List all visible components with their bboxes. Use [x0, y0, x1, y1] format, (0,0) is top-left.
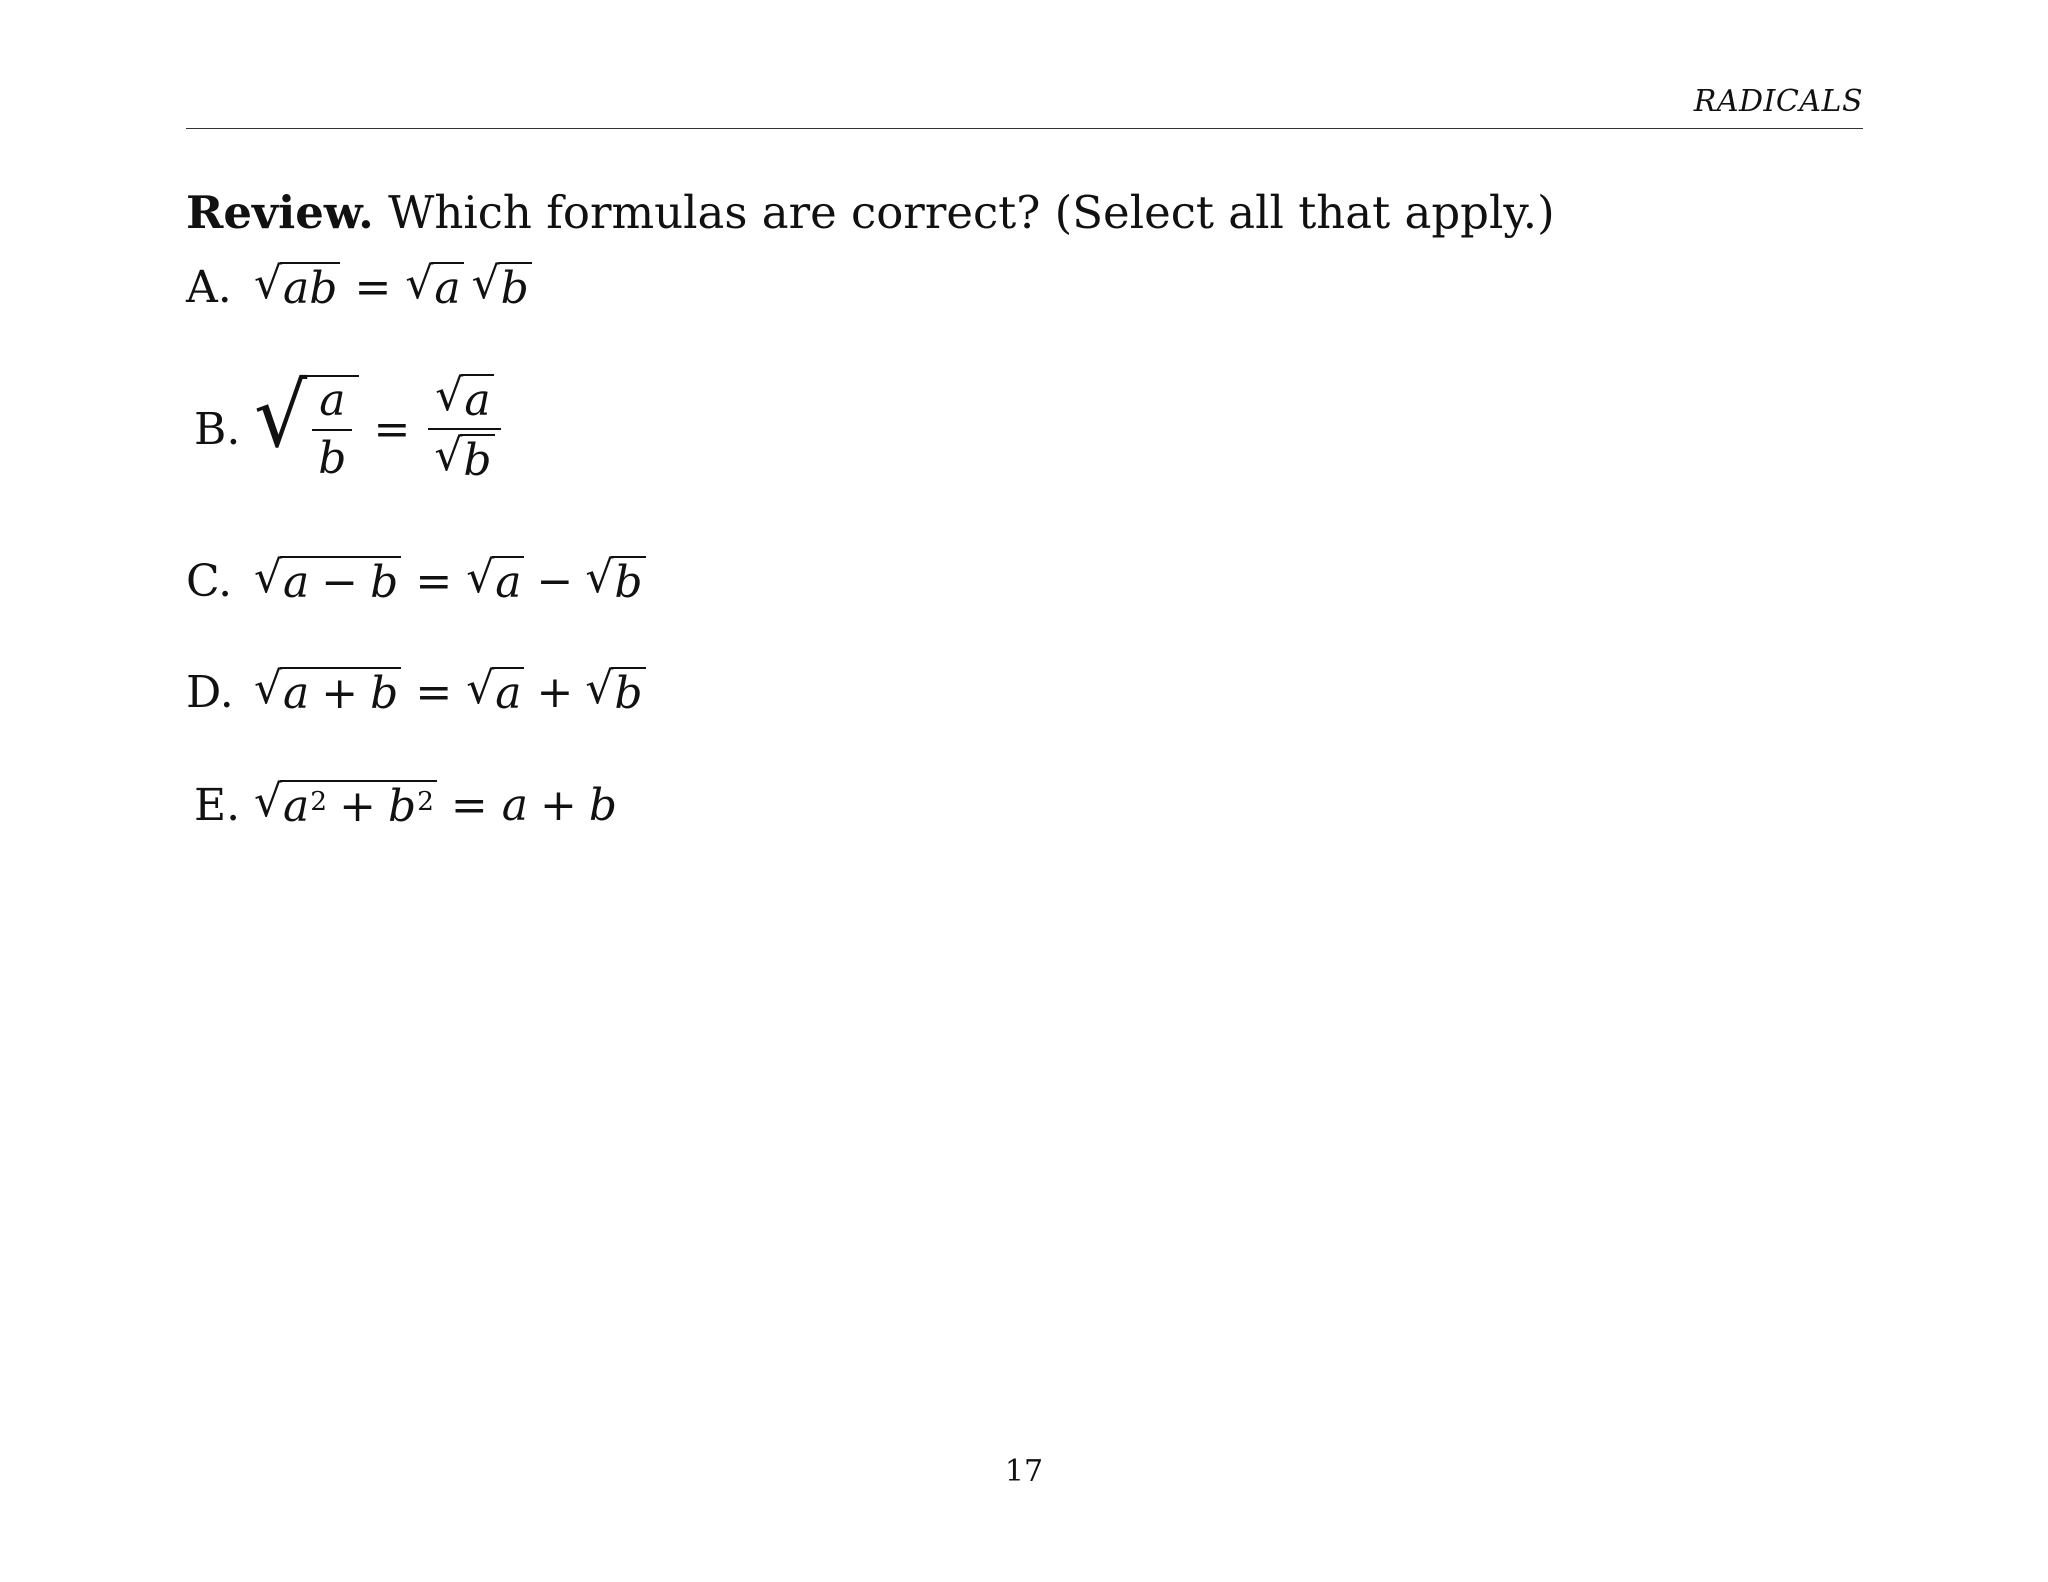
- question-text: Which formulas are correct? (Select all that apply.): [388, 186, 1555, 239]
- sqrt-a-plus-b: √ a + b: [254, 667, 401, 717]
- option-c: [186, 552, 646, 609]
- sqrt-ab: √ ab: [254, 262, 340, 312]
- option-b-formula: √ $\frac{a}{b}$ = √ a √ b: [254, 374, 505, 484]
- option-b: [186, 363, 505, 487]
- sqrt-a: √ a: [466, 667, 524, 717]
- sqrt-a-minus-b: √ a − b: [254, 556, 401, 606]
- option-a-formula: √ ab = √ a √ b: [254, 262, 532, 313]
- option-c-letter: C.: [186, 556, 233, 607]
- page-number: 17: [1004, 1454, 1044, 1489]
- fraction-sqrt-a-over-sqrt-b: [428, 370, 500, 487]
- sqrt-b: √ b: [585, 667, 645, 717]
- sqrt-a: √ a: [466, 556, 524, 606]
- sqrt-a: √ a: [435, 374, 493, 424]
- option-a-letter: A.: [186, 262, 232, 313]
- option-b-letter: B.: [194, 403, 241, 455]
- sqrt-b: √ b: [585, 556, 645, 606]
- option-e-formula: √ $a^2 + b^2$ = a + b: [254, 776, 618, 833]
- sqrt-a2-plus-b2: √ $a^2 + b^2$: [254, 780, 437, 830]
- question-lead: Review.: [186, 186, 374, 239]
- sqrt-a-over-b: √ $\frac{a}{b}$: [254, 375, 359, 484]
- sqrt-a: √ a: [405, 262, 463, 312]
- sqrt-b: √ b: [434, 434, 494, 484]
- running-header-title: RADICALS: [1693, 84, 1863, 119]
- option-c-formula: √ a − b = √ a − √ b: [254, 556, 646, 607]
- option-a: [186, 258, 532, 315]
- option-e: [186, 776, 618, 833]
- question-prompt: [186, 186, 1555, 239]
- option-d: [186, 663, 646, 720]
- fraction-a-over-b: $\frac{a}{b}$: [312, 377, 352, 484]
- option-d-formula: √ a + b = √ a + √ b: [254, 667, 646, 718]
- header-rule: [186, 128, 1863, 129]
- option-e-letter: E.: [194, 780, 241, 831]
- sqrt-b: √ b: [472, 262, 532, 312]
- option-d-letter: D.: [186, 667, 234, 718]
